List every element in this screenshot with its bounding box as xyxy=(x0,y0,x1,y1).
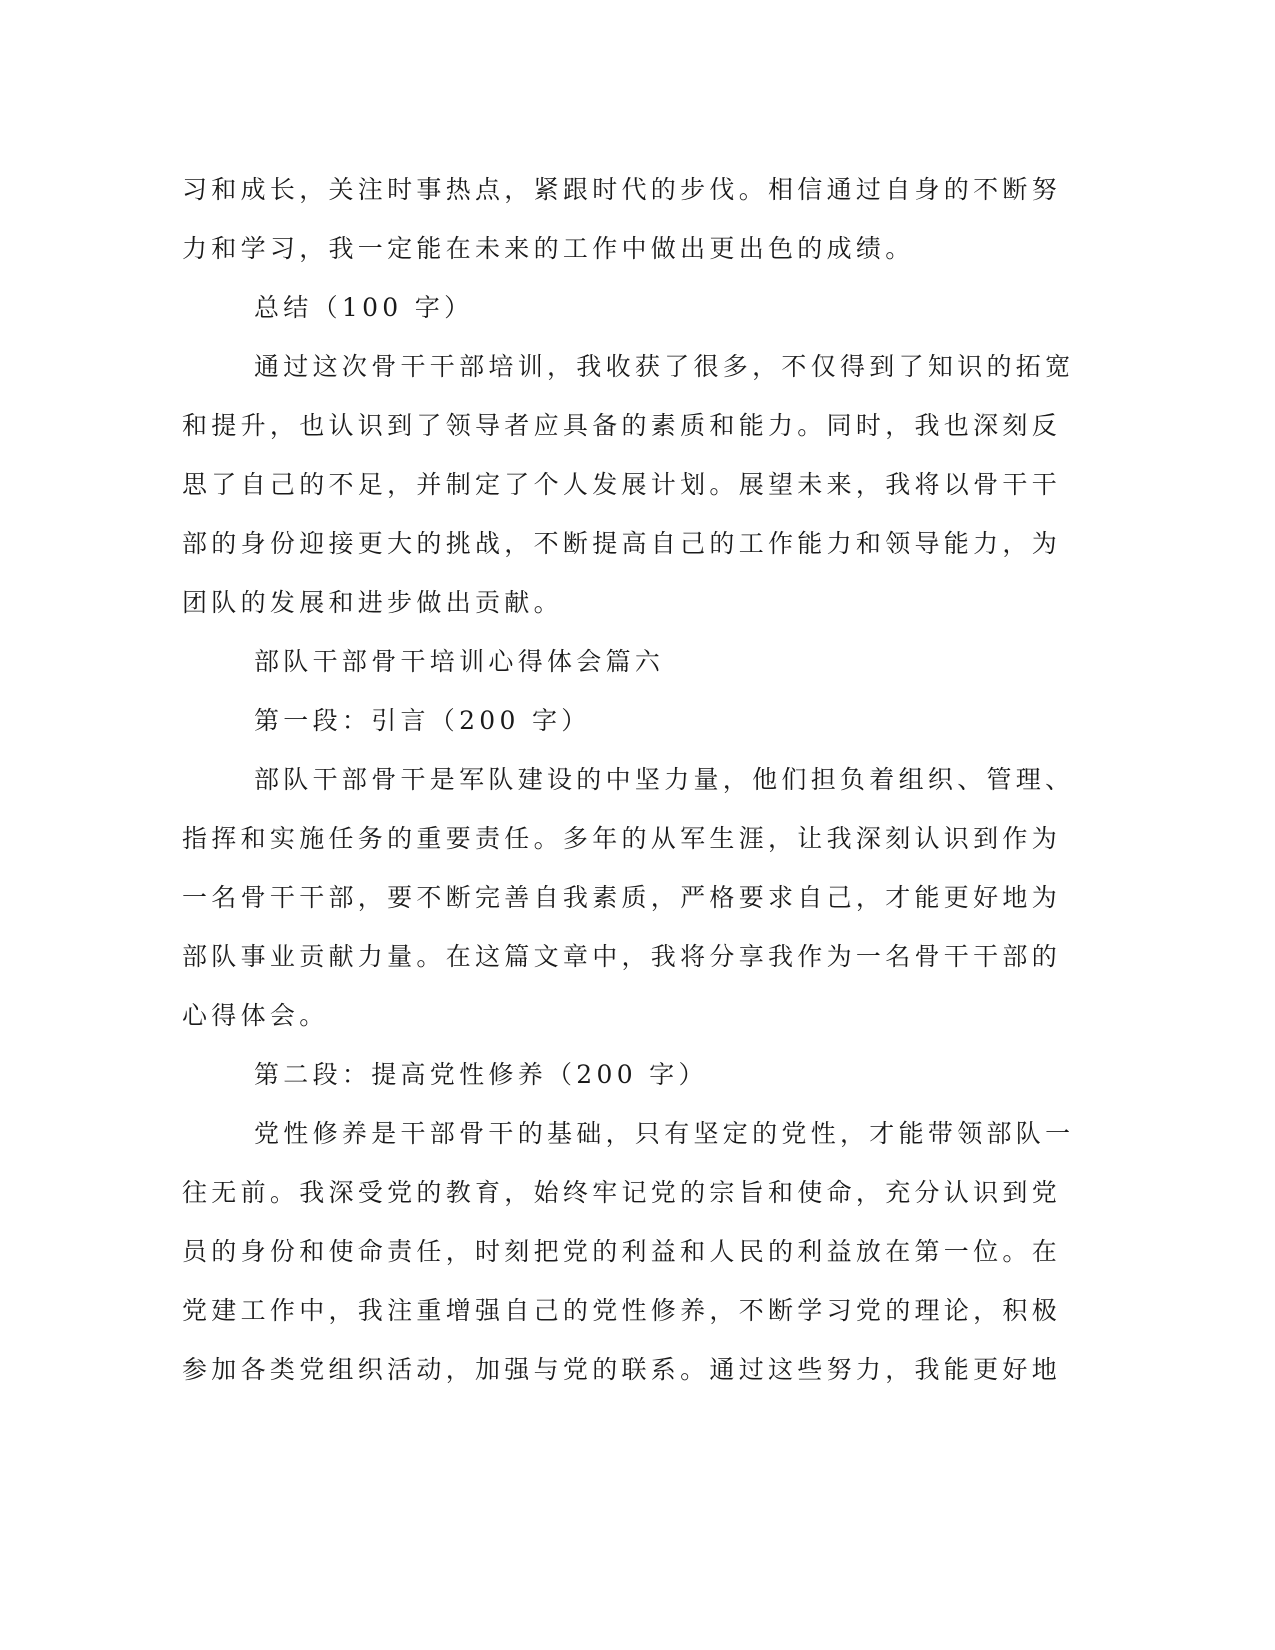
article-title: 部队干部骨干培训心得体会篇六 xyxy=(254,647,665,676)
text-line: 党建工作中，我注重增强自己的党性修养，不断学习党的理论，积极 xyxy=(182,1296,1062,1325)
section-heading: 第二段：提高党性修养（200 字） xyxy=(254,1060,708,1089)
section-heading: 总结（100 字） xyxy=(254,293,474,322)
text-line: 力和学习，我一定能在未来的工作中做出更出色的成绩。 xyxy=(182,234,915,263)
text-line: 通过这次骨干干部培训，我收获了很多，不仅得到了知识的拓宽 xyxy=(254,352,1075,381)
text-line: 部的身份迎接更大的挑战，不断提高自己的工作能力和领导能力，为 xyxy=(182,529,1062,558)
text-line: 部队事业贡献力量。在这篇文章中，我将分享我作为一名骨干干部的 xyxy=(182,942,1062,971)
text-line: 和提升，也认识到了领导者应具备的素质和能力。同时，我也深刻反 xyxy=(182,411,1062,440)
section-heading: 第一段：引言（200 字） xyxy=(254,706,591,735)
text-line: 员的身份和使命责任，时刻把党的利益和人民的利益放在第一位。在 xyxy=(182,1237,1062,1266)
text-line: 团队的发展和进步做出贡献。 xyxy=(182,588,563,617)
text-line: 党性修养是干部骨干的基础，只有坚定的党性，才能带领部队一 xyxy=(254,1119,1075,1148)
text-line: 心得体会。 xyxy=(182,1001,329,1030)
text-line: 思了自己的不足，并制定了个人发展计划。展望未来，我将以骨干干 xyxy=(182,470,1062,499)
text-line: 往无前。我深受党的教育，始终牢记党的宗旨和使命，充分认识到党 xyxy=(182,1178,1062,1207)
text-line: 指挥和实施任务的重要责任。多年的从军生涯，让我深刻认识到作为 xyxy=(182,824,1062,853)
text-line: 部队干部骨干是军队建设的中坚力量，他们担负着组织、管理、 xyxy=(254,765,1075,794)
text-line: 参加各类党组织活动，加强与党的联系。通过这些努力，我能更好地 xyxy=(182,1355,1062,1384)
text-line: 习和成长，关注时事热点，紧跟时代的步伐。相信通过自身的不断努 xyxy=(182,175,1062,204)
document-body xyxy=(182,160,1075,1399)
text-line: 一名骨干干部，要不断完善自我素质，严格要求自己，才能更好地为 xyxy=(182,883,1062,912)
